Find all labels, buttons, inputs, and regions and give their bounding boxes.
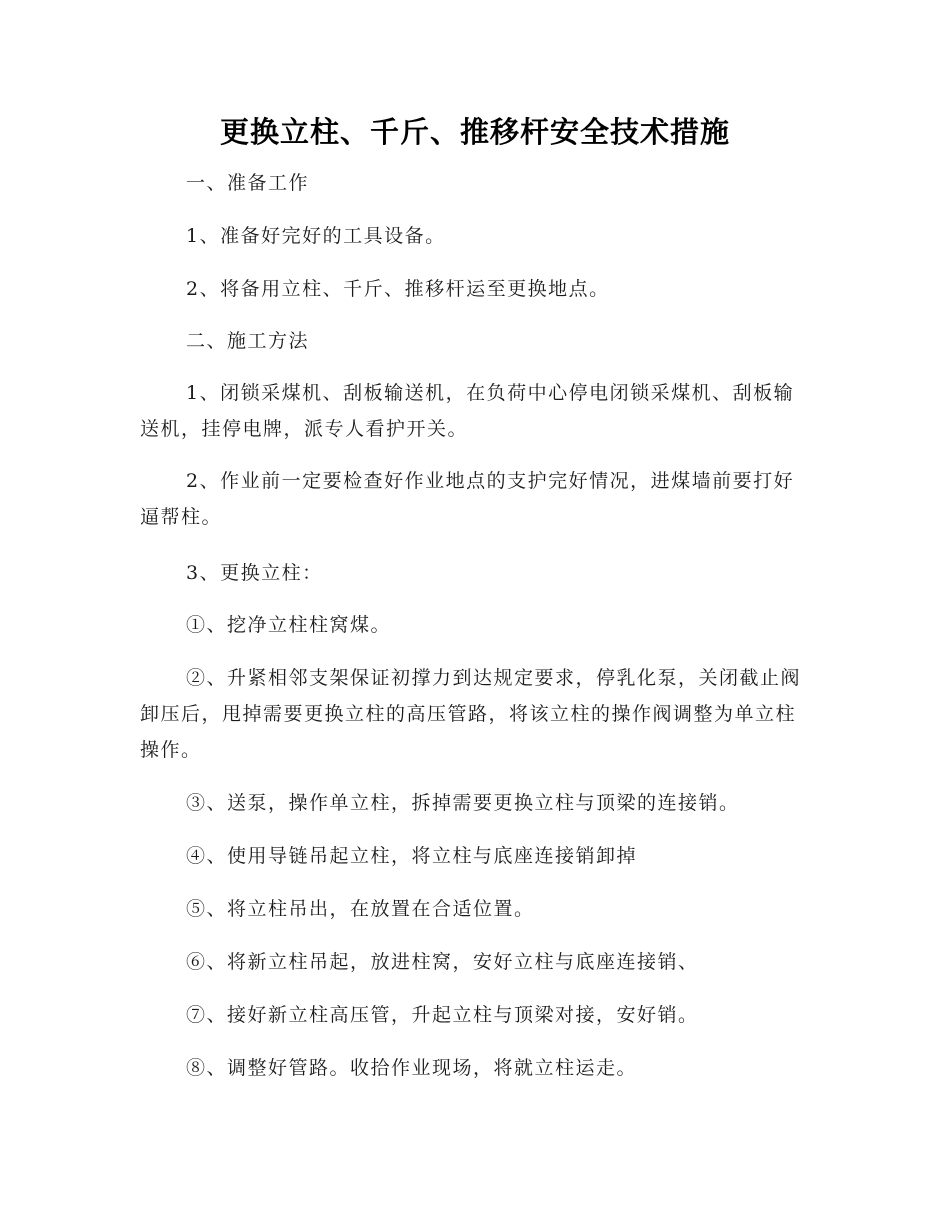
section-heading-preparation: 一、准备工作 — [186, 172, 310, 194]
document-title: 更换立柱、千斤、推移杆安全技术措施 — [219, 115, 730, 149]
step-5: ⑤、将立柱吊出，在放置在合适位置。 — [186, 898, 535, 920]
paragraph-prep-1: 1、准备好完好的工具设备。 — [186, 225, 446, 247]
paragraph-method-1: 1、闭锁采煤机、刮板输送机，在负荷中心停电闭锁采煤机、刮板输送机，挂停电牌，派专人看护开关。 — [140, 382, 795, 440]
step-4: ④、使用导链吊起立柱，将立柱与底座连接销卸掉 — [186, 845, 638, 867]
section-heading-method: 二、施工方法 — [186, 330, 310, 352]
step-7: ⑦、接好新立柱高压管，升起立柱与顶梁对接，安好销。 — [186, 1004, 699, 1026]
step-2: ②、升紧相邻支架保证初撑力到达规定要求，停乳化泵，关闭截止阀卸压后，甩掉需要更换立柱的高压管路，将该立柱的操作阀调整为单立柱操作。 — [140, 667, 802, 761]
step-3: ③、送泵，操作单立柱，拆掉需要更换立柱与顶梁的连接销。 — [186, 792, 740, 814]
paragraph-prep-2: 2、将备用立柱、千斤、推移杆运至更换地点。 — [186, 278, 610, 300]
paragraph-method-3: 3、更换立柱： — [186, 562, 323, 584]
paragraph-method-2: 2、作业前一定要检查好作业地点的支护完好情况，进煤墙前要打好逼帮柱。 — [140, 470, 795, 528]
step-1: ①、挖净立柱柱窝煤。 — [186, 614, 392, 636]
step-8: ⑧、调整好管路。收拾作业现场，将就立柱运走。 — [186, 1057, 638, 1079]
step-6: ⑥、将新立柱吊起，放进柱窝，安好立柱与底座连接销、 — [186, 951, 699, 973]
